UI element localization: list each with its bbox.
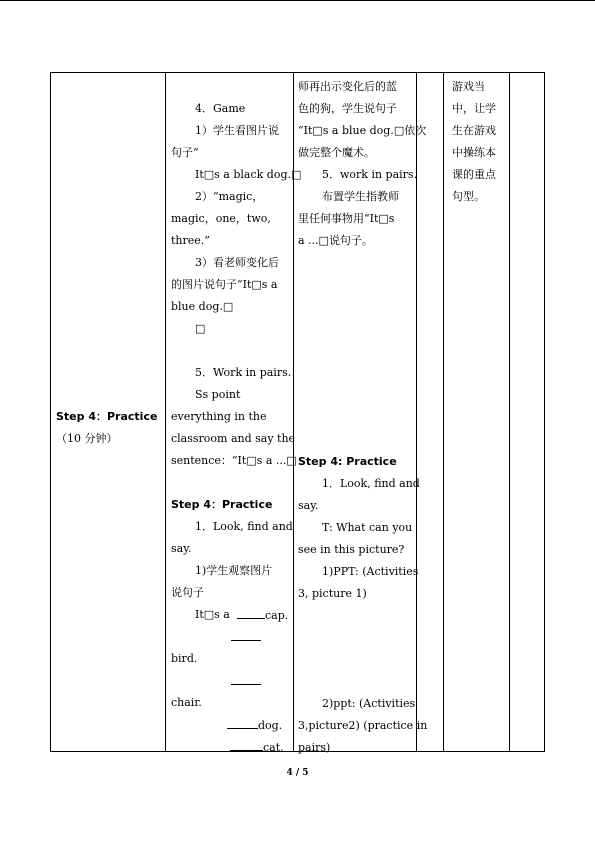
- answer-blank: [237, 607, 265, 619]
- blank-line: [231, 629, 261, 646]
- col2-line: 3）看老师变化后: [195, 256, 279, 269]
- col2-line: 1．Look, find and: [195, 520, 293, 533]
- answer-blank: [231, 629, 261, 641]
- col3-line: 2)ppt: (Activities: [322, 697, 416, 710]
- col3-line: T: What can you: [322, 521, 413, 534]
- col2-line: 1)学生观察图片: [195, 564, 273, 577]
- blank-cat: [230, 739, 284, 756]
- blank-line: [231, 673, 261, 690]
- col2-line: 5．Work in pairs.: [195, 366, 292, 379]
- col3-line: 5．work in pairs.: [322, 168, 418, 181]
- col3-step-heading: Step 4: Practice: [298, 455, 397, 468]
- column-divider-5: [509, 72, 510, 752]
- col5-line: 生在游戏: [452, 124, 496, 137]
- col2-line: It□s a black dog.□: [195, 168, 302, 181]
- col3-line: 3, picture 1): [298, 587, 367, 600]
- blank-word: cap.: [265, 609, 289, 622]
- col2-line: 4．Game: [195, 102, 246, 115]
- answer-blank: [227, 717, 258, 729]
- step-duration: （10 分钟）: [56, 432, 118, 445]
- col5-line: 中，让学: [452, 102, 496, 115]
- col2-line: 1）学生看图片说: [195, 124, 279, 137]
- col2-line: classroom and say the: [171, 432, 296, 445]
- col5-line: 中操练本: [452, 146, 496, 159]
- col3-line: “It□s a blue dog.□依次: [298, 124, 427, 137]
- col5-line: 句型。: [452, 190, 485, 203]
- col3-line: 3,picture2) (practice in: [298, 719, 428, 732]
- col5-line: 游戏当: [452, 80, 485, 93]
- blank-word: cat.: [263, 741, 284, 754]
- col5-line: 课的重点: [452, 168, 496, 181]
- col3-line: 布置学生指教师: [322, 190, 399, 203]
- col3-line: 色的狗，学生说句子: [298, 102, 397, 115]
- step-title: Step 4：Practice: [56, 410, 158, 423]
- col2-line: 2）“magic，: [195, 190, 264, 203]
- col2-line: bird.: [171, 652, 198, 665]
- answer-blank: [231, 673, 261, 685]
- col2-sentence-prefix: It□s a: [195, 608, 230, 621]
- table-right-border: [544, 72, 545, 752]
- column-divider-1: [165, 72, 166, 752]
- page-top-rule: [0, 0, 595, 1]
- col2-line: chair.: [171, 696, 202, 709]
- table-left-border: [50, 72, 51, 752]
- col2-line: sentence：“It□s a ...□: [171, 454, 297, 467]
- col2-line: everything in the: [171, 410, 267, 423]
- col3-line: 1．Look, find and: [322, 477, 420, 490]
- col3-line: say.: [298, 499, 319, 512]
- col2-line: Ss point: [195, 388, 241, 401]
- col3-line: a ...□说句子。: [298, 234, 373, 247]
- col3-line: 师再出示变化后的蓝: [298, 80, 397, 93]
- col2-line: blue dog.□: [171, 300, 234, 313]
- blank-dog: [227, 717, 282, 734]
- table-top-border: [50, 72, 545, 73]
- col2-line: 说句子: [171, 586, 204, 599]
- blank-word: dog.: [258, 719, 283, 732]
- page-number: 4 / 5: [286, 768, 309, 778]
- col2-line: 句子“: [171, 146, 199, 159]
- col3-line: 1)PPT: (Activities: [322, 565, 419, 578]
- col2-step-heading: Step 4：Practice: [171, 498, 273, 511]
- col3-line: 里任何事物用“It□s: [298, 212, 395, 225]
- col2-line: magic，one，two,: [171, 212, 271, 225]
- col2-line: 的图片说句子“It□s a: [171, 278, 278, 291]
- col2-line: □: [195, 322, 206, 335]
- blank-cap: [237, 607, 288, 624]
- col3-line: see in this picture?: [298, 543, 405, 556]
- col3-line: pairs): [298, 741, 331, 754]
- answer-blank: [230, 739, 263, 751]
- col2-line: three.”: [171, 234, 210, 247]
- column-divider-4: [443, 72, 444, 752]
- col2-line: say.: [171, 542, 192, 555]
- col3-line: 做完整个魔术。: [298, 146, 375, 159]
